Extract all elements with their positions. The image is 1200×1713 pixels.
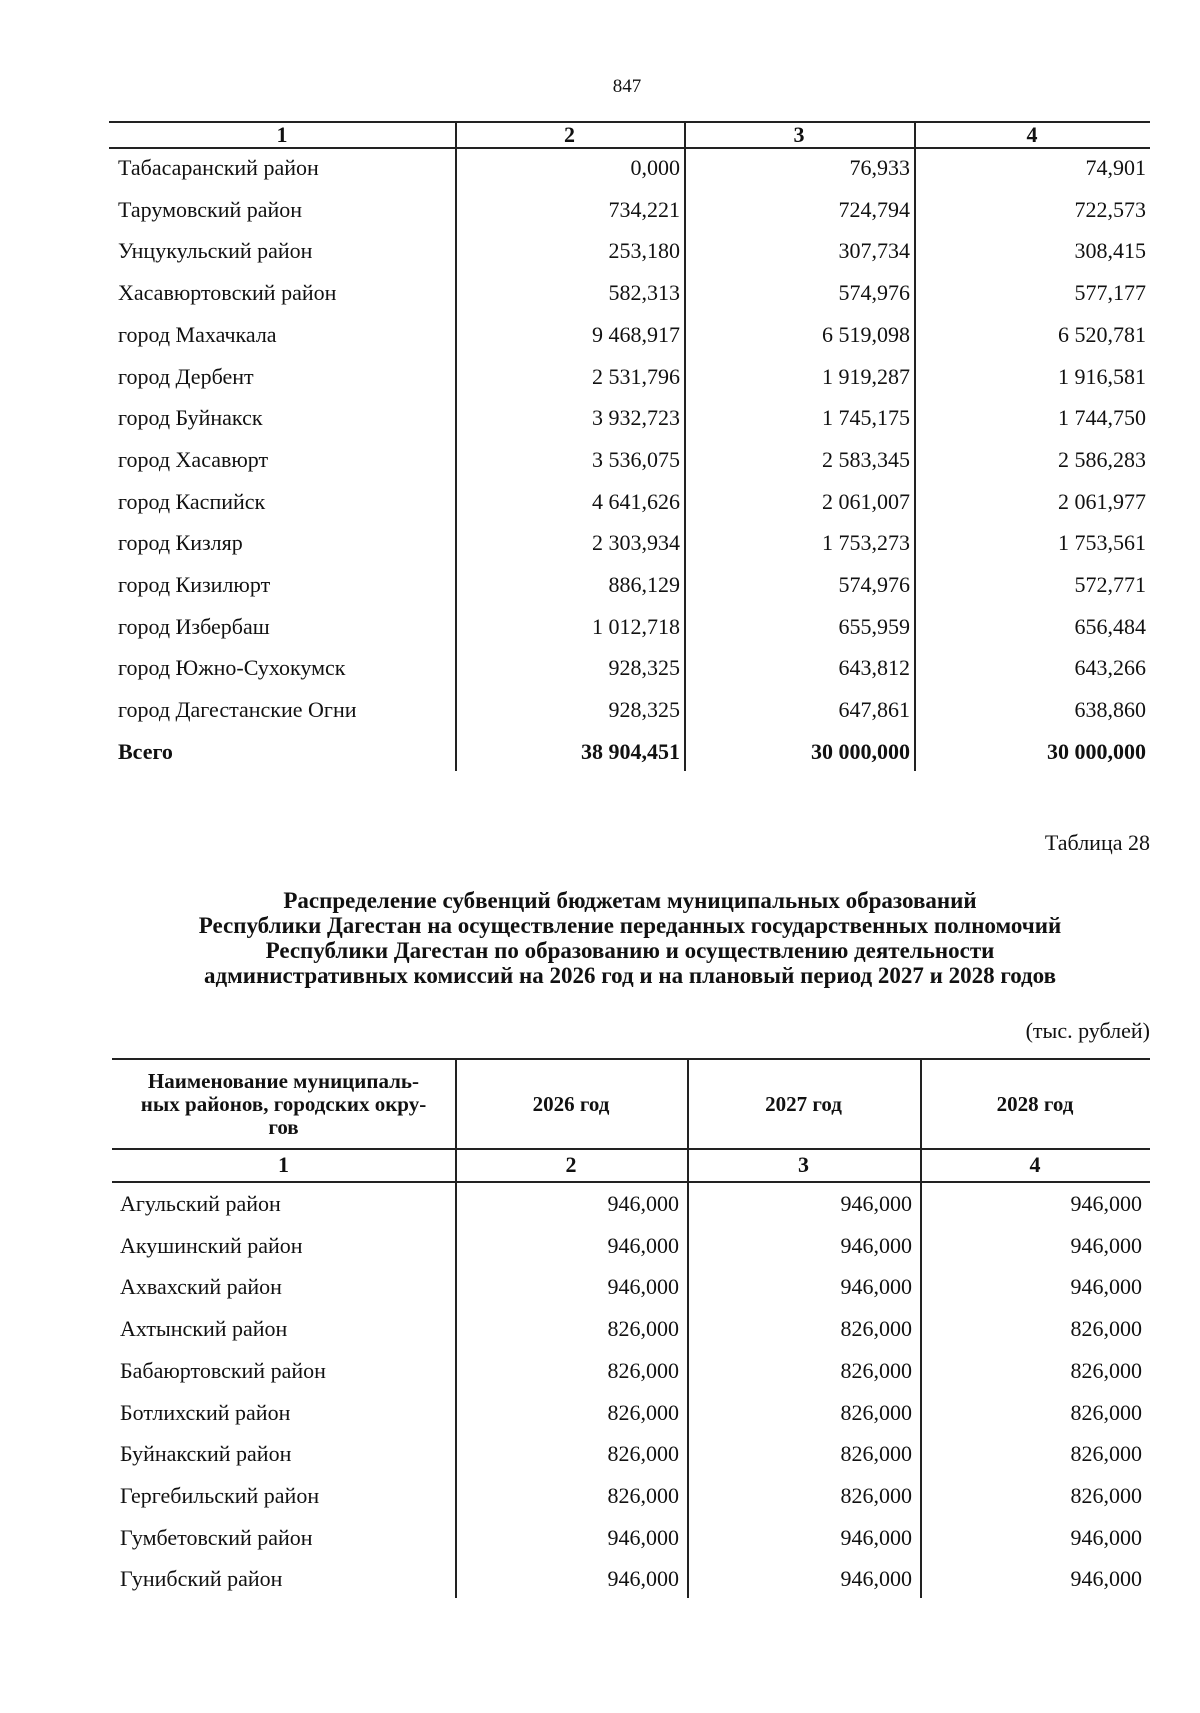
row-value: 946,000 [1070, 1524, 1142, 1550]
total-label: Всего [118, 738, 173, 764]
row-value: 574,976 [838, 572, 910, 597]
row-value: 886,129 [608, 572, 680, 597]
row-name: Гумбетовский район [120, 1524, 313, 1550]
column-number: 2 [564, 122, 575, 147]
row-name: город Махачкала [118, 321, 277, 347]
row-value: 826,000 [607, 1316, 679, 1342]
row-value: 946,000 [1070, 1191, 1142, 1216]
column-number: 1 [278, 1152, 289, 1177]
row-value: 0,000 [630, 155, 680, 180]
page-number: 847 [612, 76, 642, 97]
row-value: 946,000 [607, 1274, 679, 1300]
header-line: гов [268, 1114, 299, 1139]
row-value: 2 583,345 [822, 446, 910, 472]
row-value: 647,861 [838, 697, 910, 723]
row-name: Бабаюртовский район [120, 1357, 326, 1383]
table-top-line [112, 1058, 1150, 1060]
row-value: 1 919,287 [822, 363, 910, 389]
row-value: 2 531,796 [592, 363, 680, 389]
row-value: 826,000 [1070, 1316, 1142, 1342]
title-line: административных комиссий на 2026 год и на плановый период 2027 и 2028 годов [203, 963, 1057, 988]
row-value: 6 520,781 [1058, 321, 1146, 347]
row-value: 308,415 [1074, 238, 1146, 264]
row-name: город Избербаш [118, 613, 270, 639]
header-2026: 2026 год [532, 1091, 610, 1116]
row-value: 9 468,917 [592, 321, 680, 347]
title-line: Распределение субвенций бюджетам муниципальных образований [283, 888, 977, 913]
row-value: 826,000 [840, 1441, 912, 1467]
row-value: 946,000 [607, 1566, 679, 1592]
row-value: 1 744,750 [1058, 405, 1146, 431]
header-bottom-line [112, 1148, 1150, 1150]
row-name: Ботлихский район [120, 1399, 291, 1425]
row-value: 826,000 [840, 1482, 912, 1508]
row-value: 826,000 [1070, 1441, 1142, 1467]
column-number: 3 [798, 1152, 809, 1177]
row-value: 826,000 [1070, 1357, 1142, 1383]
row-name: город Дагестанские Огни [118, 697, 357, 723]
row-value: 2 061,007 [822, 488, 910, 514]
row-value: 572,771 [1074, 572, 1146, 597]
row-value: 643,812 [838, 655, 910, 681]
row-value: 655,959 [838, 613, 910, 639]
row-value: 826,000 [1070, 1482, 1142, 1508]
row-name: город Южно-Сухокумск [118, 655, 346, 681]
header-line: ных районов, городских окру- [140, 1091, 427, 1116]
row-value: 2 303,934 [592, 530, 680, 556]
row-value: 307,734 [838, 238, 910, 264]
row-value: 76,933 [849, 155, 910, 180]
row-name: город Каспийск [118, 488, 266, 514]
row-value: 826,000 [840, 1399, 912, 1425]
column-number: 1 [276, 122, 288, 147]
row-value: 826,000 [840, 1357, 912, 1383]
header-line: Наименование муниципаль- [147, 1068, 420, 1093]
row-value: 946,000 [840, 1274, 912, 1300]
table-title [110, 888, 1150, 988]
column-number: 2 [565, 1152, 577, 1177]
table-label: Таблица 28 [1044, 830, 1150, 855]
row-value: 946,000 [607, 1524, 679, 1550]
row-value: 946,000 [607, 1191, 679, 1216]
row-name: Буйнакский район [120, 1441, 292, 1467]
row-name: Агульский район [120, 1191, 281, 1216]
row-value: 946,000 [840, 1566, 912, 1592]
row-name: город Дербент [118, 363, 254, 389]
row-value: 577,177 [1074, 280, 1146, 306]
row-value: 3 932,723 [592, 405, 680, 431]
row-value: 946,000 [840, 1191, 912, 1216]
row-value: 928,325 [608, 655, 680, 681]
row-value: 826,000 [607, 1482, 679, 1508]
row-value: 946,000 [1070, 1566, 1142, 1592]
row-value: 826,000 [607, 1399, 679, 1425]
row-value: 946,000 [1070, 1274, 1142, 1300]
row-value: 3 536,075 [592, 446, 680, 472]
numbers-bottom-line [112, 1181, 1150, 1183]
row-value: 826,000 [840, 1316, 912, 1342]
row-value: 656,484 [1074, 613, 1146, 639]
row-value: 2 586,283 [1058, 446, 1146, 472]
row-value: 1 745,175 [822, 405, 910, 431]
total-value: 30 000,000 [811, 738, 910, 764]
row-value: 946,000 [840, 1524, 912, 1550]
row-value: 582,313 [608, 280, 680, 306]
row-value: 826,000 [607, 1357, 679, 1383]
column-number: 4 [1029, 1152, 1041, 1177]
row-name: город Хасавюрт [118, 446, 269, 472]
row-value: 1 753,273 [822, 530, 910, 556]
header-2027: 2027 год [765, 1091, 842, 1116]
row-name: Ахтынский район [120, 1316, 288, 1342]
row-value: 6 519,098 [822, 321, 910, 347]
units-label: (тыс. рублей) [1025, 1018, 1150, 1043]
row-value: 826,000 [607, 1441, 679, 1467]
total-value: 30 000,000 [1047, 738, 1146, 764]
row-value: 1 916,581 [1058, 363, 1146, 389]
column-number: 3 [793, 122, 805, 147]
row-value: 734,221 [608, 196, 680, 222]
row-value: 1 012,718 [592, 613, 680, 639]
row-name: Тарумовский район [118, 196, 303, 222]
row-value: 2 061,977 [1058, 488, 1146, 514]
row-value: 722,573 [1074, 196, 1146, 222]
row-name: Унцукульский район [118, 238, 313, 264]
header-2028: 2028 год [996, 1091, 1074, 1116]
row-value: 74,901 [1085, 155, 1146, 180]
row-value: 946,000 [1070, 1232, 1142, 1258]
row-value: 946,000 [607, 1232, 679, 1258]
column-number: 4 [1026, 122, 1038, 147]
row-value: 928,325 [608, 697, 680, 723]
header-name [112, 1060, 455, 1148]
row-name: Акушинский район [120, 1232, 303, 1258]
row-value: 946,000 [840, 1232, 912, 1258]
row-name: Хасавюртовский район [118, 280, 337, 306]
row-value: 826,000 [1070, 1399, 1142, 1425]
row-name: Гергебильский район [120, 1482, 320, 1508]
total-value: 38 904,451 [581, 738, 680, 764]
row-value: 253,180 [608, 238, 680, 264]
row-name: город Кизляр [118, 530, 243, 556]
row-name: Ахвахский район [120, 1274, 282, 1300]
title-line: Республики Дагестан на осуществление переданных государственных полномочий [198, 913, 1062, 938]
title-line: Республики Дагестан по образованию и осуществлению деятельности [265, 938, 995, 963]
row-value: 1 753,561 [1058, 530, 1146, 556]
row-name: Гунибский район [120, 1566, 283, 1592]
row-value: 574,976 [838, 280, 910, 306]
row-name: Табасаранский район [118, 155, 319, 180]
row-value: 638,860 [1074, 697, 1146, 723]
row-name: город Кизилюрт [118, 572, 271, 597]
row-value: 724,794 [838, 196, 910, 222]
row-name: город Буйнакск [118, 405, 263, 431]
row-value: 643,266 [1074, 655, 1146, 681]
row-value: 4 641,626 [592, 488, 680, 514]
